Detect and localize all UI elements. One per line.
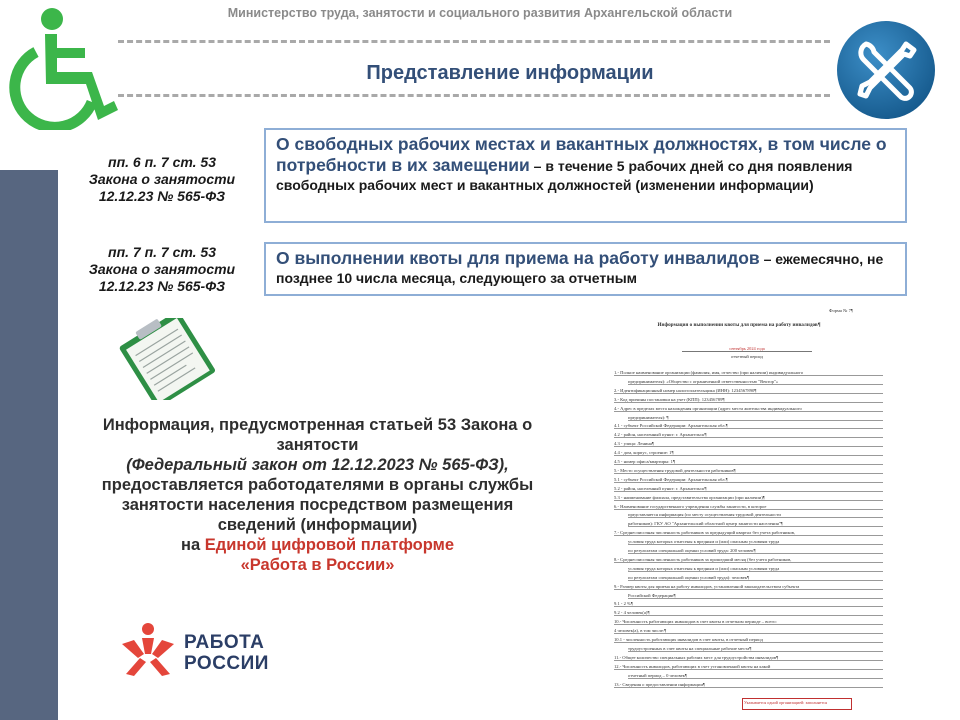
form-number: Форма № 7¶ [828, 308, 853, 313]
quota-info-box [264, 242, 907, 296]
form-line: 4.4 - дом, корпус, строение: 1¶ [614, 450, 883, 456]
form-line: условия труда которых отнесены к вредным и (или) опасным условиям труда [628, 566, 883, 572]
form-line: 9.- Размер квоты для приема на работу инвалидов, установленной законодательством субъекта [614, 584, 883, 590]
form-line: условия труда которых отнесены к вредным и (или) опасным условиям труда [628, 539, 883, 545]
form-line: отчетный период – 0 человек¶ [628, 673, 883, 679]
law-line: 12.12.23 № 565-ФЗ [98, 278, 226, 294]
form-line: 1.- Полное наименование организации (фамилия, имя, отчество (при наличии) индивидуального [614, 370, 883, 376]
form-line: 7.- Среднесписочная численность работников за предыдущий квартал без учета работников, [614, 530, 883, 536]
form-line: по результатам специальной оценки условий труда): человек¶ [628, 575, 883, 581]
form-title: Информация о выполнении квоты для приема на работу инвалидов¶ [657, 322, 821, 328]
form-line: предпринимателя): ¶ [628, 415, 883, 421]
law-line: пп. 7 п. 7 ст. 53 [108, 244, 216, 260]
law-line: Закона о занятости [88, 261, 236, 277]
form-line: по результатам специальной оценки условий труда: 200 человек¶ [628, 548, 883, 554]
form-line: 5.2 - район, населенный пункт: г. Архангельск¶ [614, 486, 883, 492]
form-period-caption: отчетный период [730, 354, 764, 359]
info-platform-name: «Работа в России» [240, 556, 395, 574]
form-line: трудоустроенных в счет квоты на специальные рабочие места¶ [628, 646, 883, 652]
form-line: 9.1 - 2 %¶ [614, 601, 883, 607]
vacancy-info-box [264, 128, 907, 223]
rabota-rossii-logo [118, 622, 178, 678]
form-line: 10.1 - численность работающих инвалидов в счет квоты, в отчетный период [614, 637, 883, 643]
law-reference-2 [62, 244, 262, 295]
rabota-rossii-wordmark [184, 632, 269, 674]
form-line: 10.- Численность работающих инвалидов в счет квоты в отчетном периоде – всего: [614, 619, 883, 625]
clipboard-document-icon [110, 318, 222, 400]
quota-heading: О выполнении квоты для приема на работу инвалидов [276, 248, 760, 268]
left-accent-bar [0, 170, 58, 720]
form-line: 11.- Общее количество специальных рабочих мест для трудоустройства инвалидов¶ [614, 655, 883, 661]
info-law-citation: (Федеральный закон от 12.12.2023 № 565-ФЗ), [126, 456, 509, 474]
quota-detail: – ежемесячно, не позднее 10 числа месяца, следующего за отчетным [276, 251, 884, 286]
law-reference-1 [62, 154, 262, 205]
wheelchair-icon [6, 4, 122, 130]
form-line: представляется информация (по месту осуществления трудовой деятельности [628, 512, 883, 518]
form-red-note: Указывается одной организацией: заполняется [742, 698, 852, 710]
form-line: 13.- Сведения о предоставлении информации¶ [614, 682, 883, 688]
form-line: предпринимателя): «Общество с ограниченной ответственностью "Вектор"» [628, 379, 883, 385]
form-line: 4.2 - район, населенный пункт: г. Архангельск¶ [614, 432, 883, 438]
form-line: 3.- Код причины постановки на учет (КПП): 123456789¶ [614, 397, 883, 403]
wordmark-line: РОССИИ [184, 653, 269, 674]
wrench-screwdriver-icon [836, 20, 936, 120]
form-line: 4.3 - улица: Ленина¶ [614, 441, 883, 447]
law-line: 12.12.23 № 565-ФЗ [98, 188, 226, 204]
form-line: 4.1 - субъект Российской Федерации: Архангельская обл.¶ [614, 423, 883, 429]
form-line: 12.- Численность инвалидов, работающих в счет установленной квоты на какой [614, 664, 883, 670]
info-part4: на [181, 536, 205, 554]
header-divider-bottom [118, 94, 830, 97]
form-line: 5.1 - субъект Российской Федерации: Архангельская обл.¶ [614, 477, 883, 483]
form-line: 4.5 - номер офиса/квартиры: 1¶ [614, 459, 883, 465]
form-line: 4 человек(а), в том числе:¶ [614, 628, 883, 634]
vacancy-heading: О свободных рабочих местах и вакантных должностях, в том числе о потребности в их замещении [276, 134, 887, 175]
vacancy-detail: – в течение 5 рабочих дней со дня появления свободных рабочих мест и вакантных должностей (изменении информации) [276, 158, 853, 193]
info-part1: Информация, предусмотренная статьей 53 Закона о занятости [102, 416, 533, 454]
form-line: 5.- Место осуществления трудовой деятельности работников¶ [614, 468, 883, 474]
form-line: 8.- Среднесписочная численность работников за прошедший месяц (без учета работников, [614, 557, 883, 563]
form-line: работников): ГКУ АО "Архангельский областной центр занятости населения"¶ [628, 521, 883, 527]
form-line: Российской Федерации¶ [628, 593, 883, 599]
info-platform: Единой цифровой платформе [204, 536, 454, 554]
header-divider-top [118, 40, 830, 43]
ministry-name: Министерство труда, занятости и социального развития Архангельской области [227, 6, 733, 20]
form-7-document [604, 300, 889, 720]
form-line: 2.- Идентификационный номер налогоплательщика (ИНН): 1234567890¶ [614, 388, 883, 394]
info-paragraph [100, 415, 535, 575]
wordmark-line: РАБОТА [184, 632, 265, 653]
form-line: 6.- Наименование государственного учреждения службы занятости, в которое [614, 504, 883, 510]
law-line: пп. 6 п. 7 ст. 53 [108, 154, 216, 170]
page-title: Представление информации [366, 62, 654, 84]
info-part3: предоставляется работодателями в органы службы занятости населения посредством размещения сведений (информации) [101, 476, 534, 534]
form-period-value: сентябрь 2024 года [682, 346, 812, 352]
law-line: Закона о занятости [88, 171, 236, 187]
form-line: 4.- Адрес в пределах места нахождения организации (адрес места жительства индивидуального [614, 406, 883, 412]
form-line: 5.3 - наименование филиала, представительства организации (при наличии)¶ [614, 495, 883, 501]
form-line: 9.2 - 4 человек(а)¶ [614, 610, 883, 616]
